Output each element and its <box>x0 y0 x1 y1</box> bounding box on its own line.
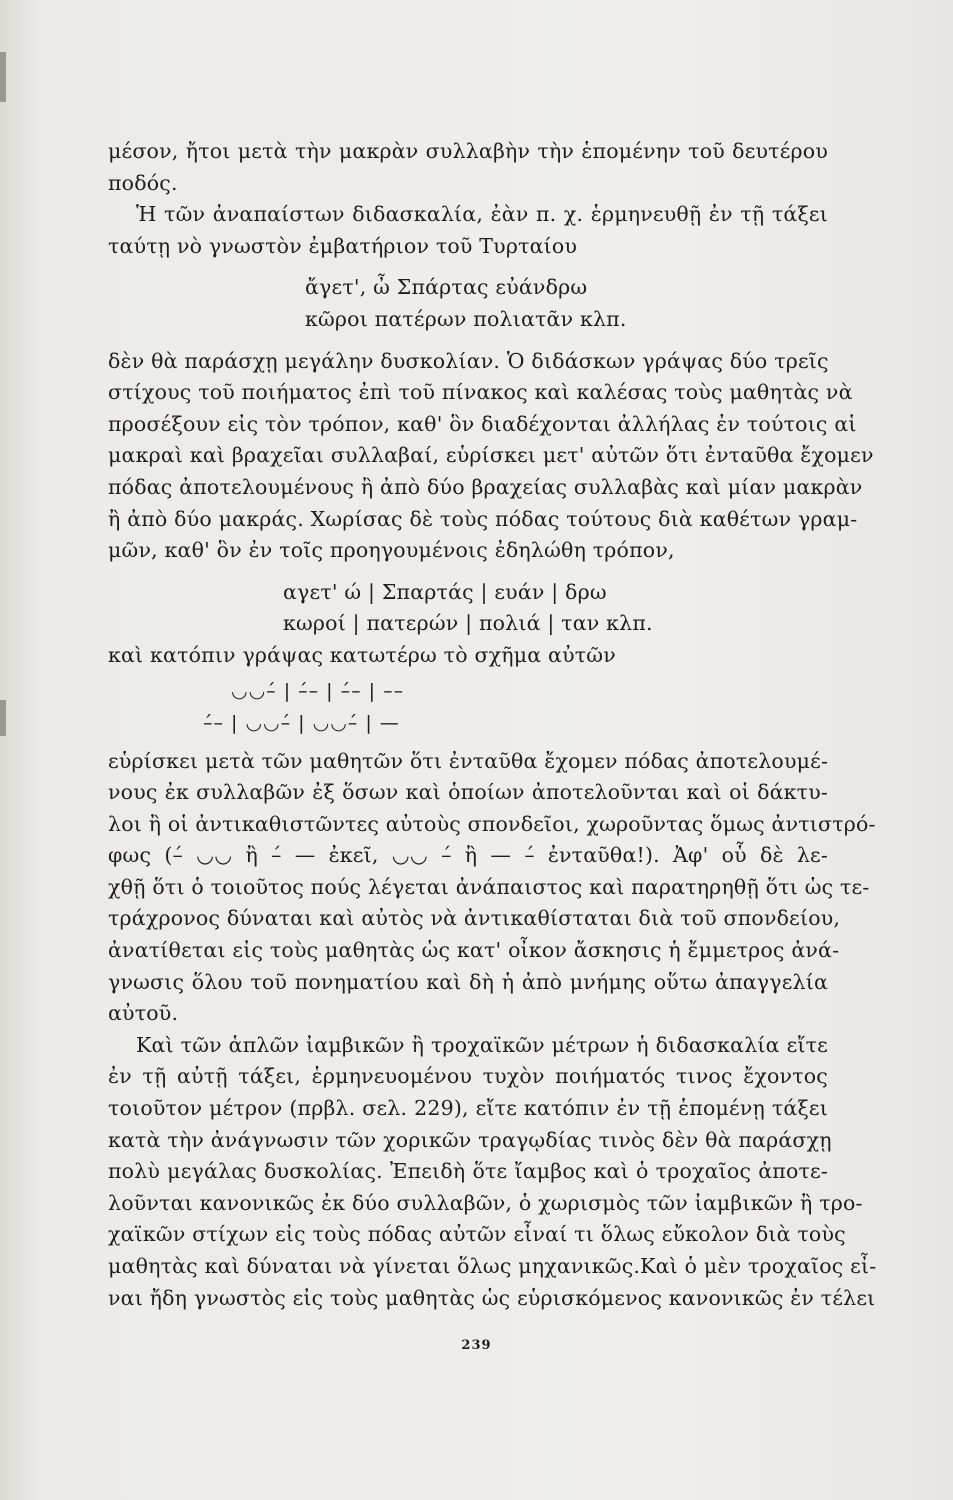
verse-line: κῶροι πατέρων πολιατᾶν κλπ. <box>305 306 627 331</box>
text-line: χθῇ ὅτι ὁ τοιοῦτος πούς λέγεται ἀνάπαιστος καὶ παρατηρηθῇ ὅτι ὡς τε- <box>108 874 870 899</box>
scansion-line: αγετ' ώ | Σπαρτάς | ευάν | δρω <box>283 579 607 604</box>
paragraph-6 <box>108 1030 877 1314</box>
meter-line: –́– | ◡◡–́ | ◡◡–́ | — <box>203 711 400 734</box>
text-line: προσέξουν εἰς τὸν τρόπον, καθ' ὃν διαδέχονται ἀλλήλας ἐν τούτοις αἱ <box>108 411 857 436</box>
page-text <box>108 136 877 1314</box>
text-line: πόδας ἀποτελουμένους ἢ ἀπὸ δύο βραχείας συλλαβὰς καὶ μίαν μακρὰν <box>108 474 863 499</box>
text-line: χαϊκῶν στίχων εἰς τοὺς πόδας αὐτῶν εἶναί τι ὅλως εὔκολον διὰ τοὺς <box>108 1222 846 1247</box>
text-line: λοι ἢ οἱ ἀντικαθιστῶντες αὐτοὺς σπονδεῖοι, χωροῦντας ὅμως ἀντιστρό- <box>108 811 876 836</box>
text-line: τοιοῦτον μέτρον (πρβλ. σελ. 229), εἴτε κατόπιν ἐν τῇ ἑπομένῃ τάξει <box>108 1096 828 1121</box>
text-line: αὐτοῦ. <box>108 1001 179 1026</box>
text-line: ἢ ἀπὸ δύο μακράς. Χωρίσας δὲ τοὺς πόδας τούτους διὰ καθέτων γραμ- <box>108 506 858 531</box>
tyrtaeus-verse <box>108 272 828 335</box>
page-edge-mark <box>0 700 6 736</box>
page-number: 239 <box>461 1338 492 1353</box>
paragraph-4 <box>108 640 828 672</box>
text-line: ναι ἤδη γνωστὸς εἰς τοὺς μαθητὰς ὡς εὑρισκόμενος κανονικῶς ἐν τέλει <box>108 1285 876 1310</box>
text-line: δὲν θὰ παράσχῃ μεγάλην δυσκολίαν. Ὁ διδάσκων γράψας δύο τρεῖς <box>108 348 829 373</box>
text-line: νους ἐκ συλλαβῶν ἐξ ὅσων καὶ ὁποίων ἀποτελοῦνται καὶ οἱ δάκτυ- <box>108 780 828 805</box>
scansion-division <box>108 577 828 640</box>
text-line: μαθητὰς καὶ δύναται νὰ γίνεται ὅλως μηχανικῶς.Καὶ ὁ μὲν τροχαῖος εἶ- <box>108 1254 877 1278</box>
text-line: εὑρίσκει μετὰ τῶν μαθητῶν ὅτι ἐνταῦθα ἔχομεν πόδας ἀποτελουμέ- <box>108 748 829 773</box>
metrical-scheme <box>108 676 828 740</box>
text-line: πολὺ μεγάλας δυσκολίας. Ἐπειδὴ ὅτε ἴαμβος καὶ ὁ τροχαῖος ἀποτε- <box>108 1159 828 1184</box>
text-line: Καὶ τῶν ἁπλῶν ἰαμβικῶν ἢ τροχαϊκῶν μέτρων ἡ διδασκαλία εἴτε <box>136 1032 828 1057</box>
page-edge-mark <box>0 52 6 102</box>
text-line: τράχρονος δύναται καὶ αὐτὸς νὰ ἀντικαθίσταται διὰ τοῦ σπονδείου, <box>108 906 841 931</box>
text-line: μῶν, καθ' ὃν ἐν τοῖς προηγουμένοις ἐδηλώθη τρόπον, <box>108 538 675 563</box>
text-line: γνωσις ὅλου τοῦ πονηματίου καὶ δὴ ἡ ἀπὸ μνήμης οὕτω ἀπαγγελία <box>108 969 828 994</box>
text-line: μακραὶ καὶ βραχεῖαι συλλαβαί, εὑρίσκει μετ' αὐτῶν ὅτι ἐνταῦθα ἔχομεν <box>108 443 874 468</box>
text-line: καὶ κατόπιν γράψας κατωτέρω τὸ σχῆμα αὐτῶν <box>108 642 616 667</box>
text-line: στίχους τοῦ ποιήματος ἐπὶ τοῦ πίνακος καὶ καλέσας τοὺς μαθητὰς νὰ <box>108 380 853 405</box>
paragraph-3 <box>108 346 874 567</box>
text-line: ποδός. <box>108 170 178 195</box>
paragraph-1 <box>108 136 828 199</box>
paragraph-5 <box>108 746 876 1030</box>
text-line: κατὰ τὴν ἀνάγνωσιν τῶν χορικῶν τραγῳδίας τινὸς δὲν θὰ παράσχῃ <box>108 1127 832 1152</box>
verse-line: ἄγετ', ὦ Σπάρτας εὐάνδρω <box>305 275 588 300</box>
paragraph-2 <box>108 199 828 262</box>
scansion-line: κωροί | πατερών | πολιά | ταν κλπ. <box>283 611 653 636</box>
text-line: Ἡ τῶν ἀναπαίστων διδασκαλία, ἐὰν π. χ. ἑρμηνευθῇ ἐν τῇ τάξει <box>136 202 828 227</box>
text-line: φως (–́ ◡◡ ἢ –́ — ἐκεῖ, ◡◡ –́ ἢ — –́ ἐνταῦθα!). Ἀφ' οὗ δὲ λε- <box>108 843 828 868</box>
text-line: ἀνατίθεται εἰς τοὺς μαθητὰς ὡς κατ' οἶκον ἄσκησις ἡ ἔμμετρος ἀνά- <box>108 938 840 963</box>
text-line: ταύτῃ νὸ γνωστὸν ἐμβατήριον τοῦ Τυρταίου <box>108 233 578 258</box>
text-line: ἐν τῇ αὐτῇ τάξει, ἑρμηνευομένου τυχὸν ποιήματός τινος ἔχοντος <box>108 1064 828 1089</box>
text-line: λοῦνται κανονικῶς ἐκ δύο συλλαβῶν, ὁ χωρισμὸς τῶν ἰαμβικῶν ἢ τρο- <box>108 1190 863 1215</box>
meter-line: ◡◡–́ | –́– | –́– | –– <box>231 679 405 702</box>
text-line: μέσον, ἤτοι μετὰ τὴν μακρὰν συλλαβὴν τὴν ἑπομένην τοῦ δευτέρου <box>108 139 828 163</box>
